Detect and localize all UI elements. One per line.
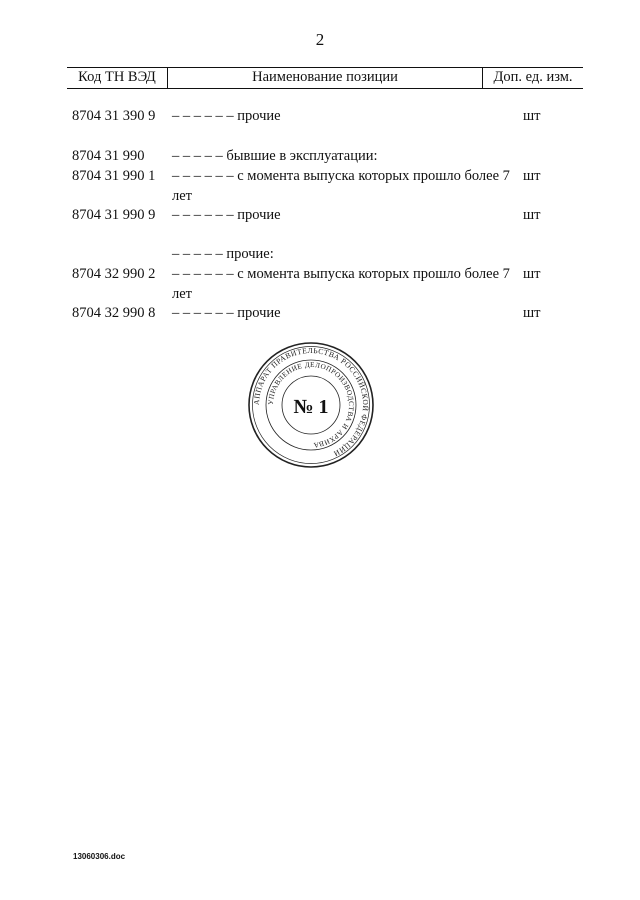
row-description: – – – – – – прочие	[172, 305, 281, 321]
page-number: 2	[315, 30, 325, 49]
header-unit: Доп. ед. изм.	[493, 69, 573, 85]
row-code: 8704 32 990 8	[72, 305, 156, 321]
row-description: – – – – – – прочие	[172, 108, 281, 124]
row-unit: шт	[523, 266, 541, 282]
row-code: 8704 32 990 2	[72, 266, 156, 282]
row-code: 8704 31 990 1	[72, 168, 156, 184]
row-description: – – – – – бывшие в эксплуатации:	[172, 148, 378, 164]
seal-outer-text: АППАРАТ ПРАВИТЕЛЬСТВА РОССИЙСКОЙ ФЕДЕРАЦИИ	[251, 345, 371, 459]
row-unit: шт	[523, 207, 541, 223]
row-description: – – – – – прочие:	[172, 246, 274, 262]
row-code: 8704 31 990 9	[72, 207, 156, 223]
header-name: Наименование позиции	[252, 69, 398, 85]
row-unit: шт	[523, 305, 541, 321]
row-unit: шт	[523, 168, 541, 184]
row-description: – – – – – – с момента выпуска которых прошло более 7 лет	[172, 168, 510, 204]
row-description: – – – – – – с момента выпуска которых прошло более 7 лет	[172, 266, 510, 302]
row-code: 8704 31 990	[72, 148, 145, 164]
official-seal	[247, 341, 375, 469]
row-description: – – – – – – прочие	[172, 207, 281, 223]
seal-number: № 1	[293, 396, 329, 418]
file-name: 13060306.doc	[73, 852, 126, 861]
seal-inner-text: УПРАВЛЕНИЕ ДЕЛОПРОИЗВОДСТВА И АРХИВА	[266, 360, 356, 449]
header-code: Код ТН ВЭД	[78, 69, 156, 85]
table-header	[67, 67, 583, 89]
row-unit: шт	[523, 108, 541, 124]
row-code: 8704 31 390 9	[72, 108, 156, 124]
